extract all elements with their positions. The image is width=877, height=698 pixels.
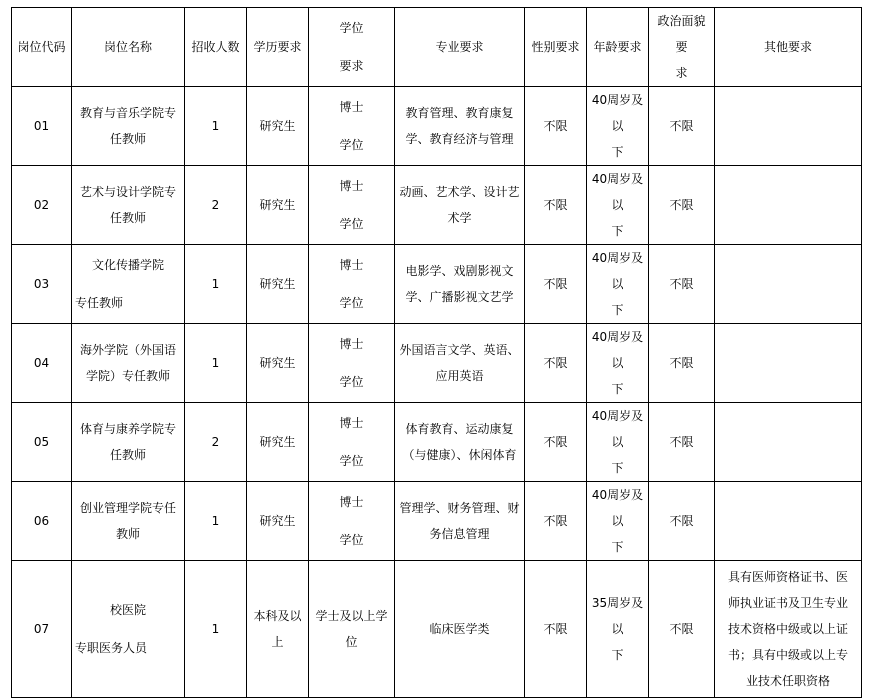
header-political-line-2: 求 [675, 66, 688, 80]
cell-age [587, 245, 649, 324]
cell-code: 07 [12, 561, 72, 698]
cell-name-line-2: 教师 [115, 527, 140, 541]
cell-name [72, 324, 185, 403]
cell-age-line-2: 下 [611, 224, 624, 238]
header-age: 年龄要求 [587, 8, 649, 87]
cell-degree-line-1: 博士 [339, 258, 364, 272]
table-row [12, 87, 862, 166]
table-row [12, 403, 862, 482]
cell-degree-line-2: 学位 [339, 454, 364, 468]
cell-major-line-1: 体育教育、运动康复 [405, 422, 514, 436]
cell-count: 1 [185, 87, 247, 166]
cell-other-line-1: 具有医师资格证书、医 [727, 570, 848, 584]
cell-name-line-2: 专任教师 [75, 296, 124, 310]
cell-other [715, 166, 862, 245]
cell-name-line-1: 文化传播学院 [91, 258, 164, 272]
cell-count: 1 [185, 245, 247, 324]
cell-major [395, 482, 525, 561]
header-count: 招收人数 [185, 8, 247, 87]
table-row [12, 324, 862, 403]
cell-gender: 不限 [525, 245, 587, 324]
cell-age-line-2: 下 [611, 540, 624, 554]
recruitment-table [11, 7, 862, 698]
cell-age [587, 403, 649, 482]
cell-code: 02 [12, 166, 72, 245]
cell-name-line-1: 教育与音乐学院专 [79, 106, 176, 120]
cell-code: 05 [12, 403, 72, 482]
cell-age-line-1: 40周岁及以 [591, 488, 644, 528]
cell-degree-line-2: 学位 [339, 375, 364, 389]
cell-gender: 不限 [525, 403, 587, 482]
cell-code: 04 [12, 324, 72, 403]
cell-education: 研究生 [247, 324, 309, 403]
cell-count: 2 [185, 166, 247, 245]
cell-age-line-1: 40周岁及以 [591, 172, 644, 212]
header-other: 其他要求 [715, 8, 862, 87]
cell-gender: 不限 [525, 324, 587, 403]
cell-other-line-4: 书；具有中级或以上专 [727, 648, 848, 662]
cell-age-line-2: 下 [611, 461, 624, 475]
header-code: 岗位代码 [12, 8, 72, 87]
cell-name [72, 403, 185, 482]
cell-other-line-5: 业技术任职资格 [745, 674, 830, 688]
header-major: 专业要求 [395, 8, 525, 87]
cell-gender: 不限 [525, 166, 587, 245]
cell-political: 不限 [649, 87, 715, 166]
cell-major-line-1: 外国语言文学、英语、 [399, 343, 520, 357]
cell-degree [309, 87, 395, 166]
cell-name-line-1: 校医院 [109, 603, 146, 617]
cell-age-line-1: 40周岁及以 [591, 409, 644, 449]
header-degree [309, 8, 395, 87]
cell-age [587, 87, 649, 166]
cell-count: 1 [185, 324, 247, 403]
cell-name-line-2: 学院）专任教师 [85, 369, 170, 383]
cell-education: 研究生 [247, 403, 309, 482]
cell-other [715, 87, 862, 166]
cell-code: 03 [12, 245, 72, 324]
table-row [12, 482, 862, 561]
cell-count: 2 [185, 403, 247, 482]
cell-degree-line-1: 博士 [339, 179, 364, 193]
cell-major [395, 87, 525, 166]
cell-age-line-2: 下 [611, 145, 624, 159]
cell-degree-line-2: 学位 [339, 138, 364, 152]
cell-age-line-1: 35周岁及以 [591, 596, 644, 636]
cell-major-line-1: 电影学、戏剧影视文 [405, 264, 514, 278]
cell-name-line-1: 艺术与设计学院专 [79, 185, 176, 199]
cell-degree-line-2: 学位 [339, 533, 364, 547]
header-row [12, 8, 862, 87]
cell-degree-line-1: 博士 [339, 495, 364, 509]
cell-age-line-2: 下 [611, 303, 624, 317]
cell-other [715, 561, 862, 698]
cell-name-line-1: 海外学院（外国语 [79, 343, 176, 357]
header-gender: 性别要求 [525, 8, 587, 87]
cell-political: 不限 [649, 245, 715, 324]
cell-gender: 不限 [525, 87, 587, 166]
cell-name [72, 87, 185, 166]
cell-name-line-1: 创业管理学院专任 [79, 501, 176, 515]
cell-gender: 不限 [525, 561, 587, 698]
cell-major-line-1: 教育管理、教育康复 [405, 106, 514, 120]
cell-name [72, 245, 185, 324]
cell-name-line-2: 任教师 [109, 448, 146, 462]
cell-degree: 学士及以上学位 [309, 561, 395, 698]
cell-other [715, 403, 862, 482]
cell-degree-line-1: 博士 [339, 416, 364, 430]
cell-political: 不限 [649, 561, 715, 698]
cell-name [72, 561, 185, 698]
cell-age [587, 166, 649, 245]
header-political [649, 8, 715, 87]
cell-name-line-2: 任教师 [109, 132, 146, 146]
cell-education: 研究生 [247, 87, 309, 166]
cell-education: 研究生 [247, 482, 309, 561]
header-degree-line-2: 要求 [339, 59, 364, 73]
cell-political: 不限 [649, 166, 715, 245]
cell-other-line-3: 技术资格中级或以上证 [727, 622, 848, 636]
cell-code: 01 [12, 87, 72, 166]
cell-degree-line-2: 学位 [339, 217, 364, 231]
cell-political: 不限 [649, 403, 715, 482]
cell-major [395, 324, 525, 403]
cell-degree [309, 166, 395, 245]
cell-major-line-2: （与健康）、休闲体育 [402, 448, 517, 462]
cell-age-line-2: 下 [611, 648, 624, 662]
cell-other-line-2: 师执业证书及卫生专业 [727, 596, 848, 610]
cell-degree [309, 324, 395, 403]
cell-political: 不限 [649, 324, 715, 403]
cell-count: 1 [185, 561, 247, 698]
cell-major [395, 166, 525, 245]
cell-major: 临床医学类 [395, 561, 525, 698]
cell-age-line-1: 40周岁及以 [591, 251, 644, 291]
cell-age [587, 324, 649, 403]
cell-name-line-2: 任教师 [109, 211, 146, 225]
cell-name [72, 166, 185, 245]
cell-major-line-1: 管理学、财务管理、财 [399, 501, 520, 515]
header-name: 岗位名称 [72, 8, 185, 87]
cell-code: 06 [12, 482, 72, 561]
cell-degree [309, 403, 395, 482]
cell-age-line-2: 下 [611, 382, 624, 396]
cell-major [395, 403, 525, 482]
cell-major-line-2: 应用英语 [435, 369, 484, 383]
cell-age [587, 482, 649, 561]
cell-name-line-2: 专职医务人员 [75, 641, 148, 655]
cell-gender: 不限 [525, 482, 587, 561]
cell-age-line-1: 40周岁及以 [591, 93, 644, 133]
cell-education: 研究生 [247, 245, 309, 324]
cell-major-line-2: 术学 [447, 211, 472, 225]
cell-major-line-2: 学、教育经济与管理 [405, 132, 514, 146]
header-degree-line-1: 学位 [339, 21, 364, 35]
header-education: 学历要求 [247, 8, 309, 87]
cell-age-line-1: 40周岁及以 [591, 330, 644, 370]
cell-degree [309, 482, 395, 561]
cell-degree [309, 245, 395, 324]
cell-degree-line-1: 博士 [339, 337, 364, 351]
cell-count: 1 [185, 482, 247, 561]
cell-major-line-2: 务信息管理 [429, 527, 490, 541]
cell-education: 研究生 [247, 166, 309, 245]
cell-major [395, 245, 525, 324]
cell-degree-line-2: 学位 [339, 296, 364, 310]
cell-other [715, 245, 862, 324]
cell-name [72, 482, 185, 561]
table-row [12, 561, 862, 698]
table-row [12, 245, 862, 324]
cell-education: 本科及以上 [247, 561, 309, 698]
cell-degree-line-1: 博士 [339, 100, 364, 114]
cell-political: 不限 [649, 482, 715, 561]
cell-major-line-1: 动画、艺术学、设计艺 [399, 185, 520, 199]
cell-major-line-2: 学、广播影视文艺学 [405, 290, 514, 304]
header-political-line-1: 政治面貌要 [657, 14, 706, 54]
cell-name-line-1: 体育与康养学院专 [79, 422, 176, 436]
cell-other [715, 482, 862, 561]
cell-age [587, 561, 649, 698]
table-row [12, 166, 862, 245]
cell-other [715, 324, 862, 403]
